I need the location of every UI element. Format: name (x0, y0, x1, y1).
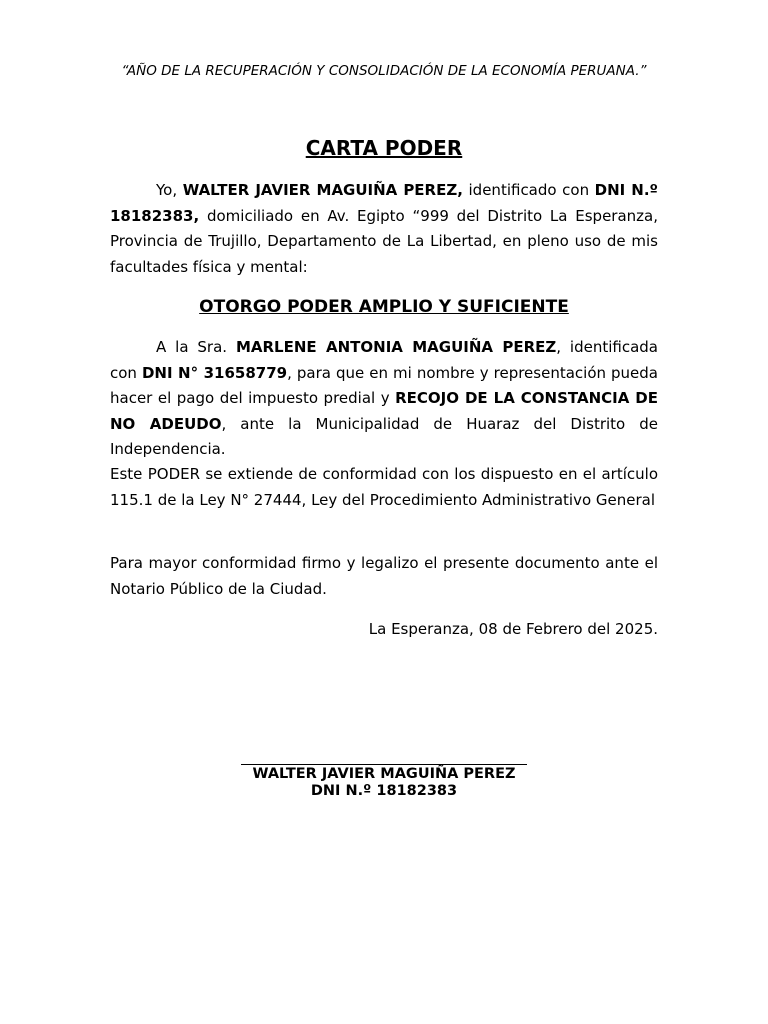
grantee-name: MARLENE ANTONIA MAGUIÑA PEREZ (235, 338, 557, 356)
place-date: La Esperanza, 08 de Febrero del 2025. (368, 620, 658, 638)
signature-line (241, 764, 527, 765)
document-title: CARTA PODER (305, 136, 463, 160)
signer-dni: DNI N.º 18182383 (310, 783, 458, 799)
para2-text-2: , identificada con (110, 338, 658, 382)
conformity-paragraph: Para mayor conformidad firmo y legalizo el presente documento ante el Notario Público de la Ciudad. (110, 554, 658, 598)
year-motto: “AÑO DE LA RECUPERACIÓN Y CONSOLIDACIÓN DE LA ECONOMÍA PERUANA.” (121, 63, 647, 79)
para1-text-2: identificado con (462, 181, 595, 199)
grantee-paragraph (110, 335, 658, 463)
para1-text-3: domiciliado en Av. Egipto “999 del Distrito La Esperanza, Provincia de Trujillo, Departamento de La Libertad, en pleno uso de mis facultades física y mental: (110, 206, 658, 276)
grantor-name: WALTER JAVIER MAGUIÑA PEREZ, (182, 181, 463, 199)
grant-heading: OTORGO PODER AMPLIO Y SUFICIENTE (199, 297, 569, 317)
grantee-dni: DNI N° 31658779 (141, 363, 288, 382)
para1-text-1: Yo, (156, 181, 183, 199)
procedure-name: RECOJO DE LA CONSTANCIA DE NO ADEUDO (110, 389, 658, 433)
signer-name: WALTER JAVIER MAGUIÑA PEREZ (252, 766, 516, 782)
para2-text-3: , para que en mi nombre y representación pueda hacer el pago del impuesto predial y (110, 363, 658, 408)
grantor-dni: DNI N.º 18182383, (110, 181, 659, 225)
legal-basis-paragraph: Este PODER se extiende de conformidad con los dispuesto en el artículo 115.1 de la Ley N° 27444, Ley del Procedimiento Administrativo General (110, 465, 658, 509)
para2-text-1: A la Sra. (156, 338, 236, 356)
para2-text-4: , ante la Municipalidad de Huaraz del Distrito de Independencia. (110, 414, 659, 459)
grantor-paragraph (110, 178, 658, 280)
